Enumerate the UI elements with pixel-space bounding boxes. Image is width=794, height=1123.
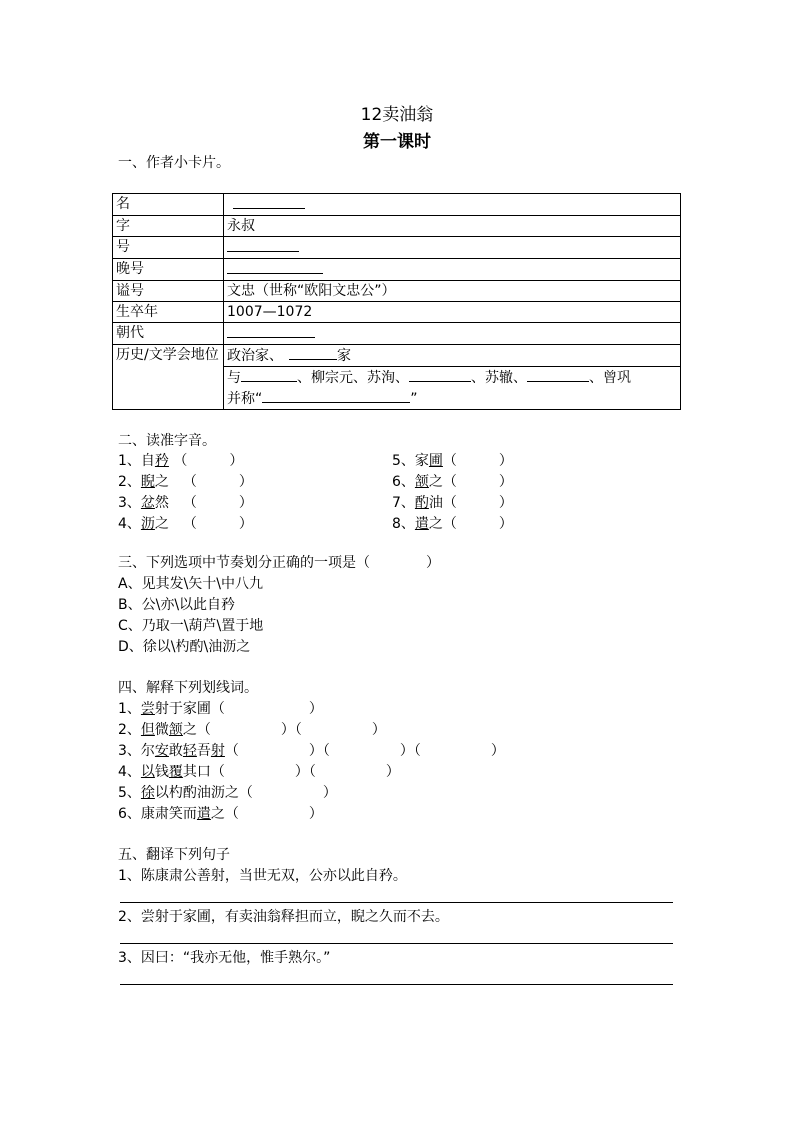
section2-heading: 二、读准字音。 <box>118 433 216 449</box>
fill-blank[interactable] <box>262 388 410 403</box>
explain-item: 6、康肃笑而遣之（ ） <box>118 806 323 822</box>
pronunciation-item: 1、自矜 （ ） <box>118 453 244 469</box>
answer-paren[interactable]: （ ） <box>442 516 513 532</box>
fill-blank[interactable] <box>227 237 299 252</box>
section1-heading: 一、作者小卡片。 <box>118 155 230 171</box>
card-value <box>224 367 681 410</box>
answer-paren[interactable]: （ ） <box>182 495 253 511</box>
explain-item: 2、但微颔之（ ）（ ） <box>118 722 386 738</box>
table-row <box>113 281 681 302</box>
card-value <box>224 259 681 281</box>
pronunciation-item: 7、酌油（ ） <box>392 495 513 511</box>
answer-paren[interactable]: （ ） <box>442 474 513 490</box>
pronunciation-item: 5、家圃（ ） <box>392 453 513 469</box>
answer-line[interactable] <box>120 902 673 903</box>
option-b[interactable]: B、公\亦\以此自矜 <box>118 597 236 613</box>
pronunciation-item: 3、忿然 （ ） <box>118 495 253 511</box>
card-value: 永叔 <box>224 216 681 237</box>
option-c[interactable]: C、乃取一\葫芦\置于地 <box>118 618 264 634</box>
page-title: 12卖油翁 <box>360 105 434 125</box>
answer-paren[interactable]: （ ） <box>182 516 253 532</box>
status-text: 政治家、 <box>227 348 283 364</box>
card-value <box>224 194 681 216</box>
fill-blank[interactable] <box>527 367 589 382</box>
section3-heading: 三、下列选项中节奏划分正确的一项是（ ） <box>118 555 440 571</box>
card-key: 号 <box>113 237 224 259</box>
table-row <box>113 216 681 237</box>
pronunciation-item: 6、颔之（ ） <box>392 474 513 490</box>
card-key: 名 <box>113 194 224 216</box>
explain-item: 4、以钱覆其口（ ）（ ） <box>118 764 400 780</box>
status-text: ” <box>410 391 418 407</box>
card-key: 谥号 <box>113 281 224 302</box>
answer-line[interactable] <box>120 984 673 985</box>
option-d[interactable]: D、徐以\杓酌\油沥之 <box>118 639 251 655</box>
status-text: 、曾巩 <box>589 370 631 386</box>
status-text: 家 <box>337 348 351 364</box>
table-row <box>113 194 681 216</box>
pronunciation-item: 2、睨之 （ ） <box>118 474 253 490</box>
section4-heading: 四、解释下列划线词。 <box>118 680 258 696</box>
section5-heading: 五、翻译下列句子 <box>118 847 230 863</box>
card-value <box>224 345 681 367</box>
fill-blank[interactable] <box>241 367 297 382</box>
explain-item: 5、徐以杓酌油沥之（ ） <box>118 785 337 801</box>
status-text: 与 <box>227 370 241 386</box>
answer-line[interactable] <box>120 943 673 944</box>
answer-paren[interactable]: （ ） <box>442 495 513 511</box>
status-text: 并称“ <box>227 391 263 407</box>
card-key: 生卒年 <box>113 302 224 323</box>
pronunciation-item: 4、沥之 （ ） <box>118 516 253 532</box>
card-key: 字 <box>113 216 224 237</box>
option-a[interactable]: A、见其发\矢十\中八九 <box>118 576 264 592</box>
explain-item: 1、尝射于家圃（ ） <box>118 701 323 717</box>
translate-sentence: 2、尝射于家圃，有卖油翁释担而立，睨之久而不去。 <box>118 909 449 925</box>
fill-blank[interactable] <box>227 259 323 274</box>
fill-blank[interactable] <box>289 345 337 360</box>
status-text: 、苏辙、 <box>471 370 527 386</box>
pronunciation-item: 8、遣之（ ） <box>392 516 513 532</box>
answer-paren[interactable]: （ ） <box>182 474 253 490</box>
table-row <box>113 323 681 345</box>
fill-blank[interactable] <box>409 367 471 382</box>
fill-blank[interactable] <box>227 323 315 338</box>
page-subtitle: 第一课时 <box>363 132 431 152</box>
author-card-table <box>112 193 681 410</box>
translate-sentence: 3、因曰：“我亦无他，惟手熟尔。” <box>118 950 331 966</box>
table-row <box>113 237 681 259</box>
answer-paren[interactable]: （ ） <box>173 453 244 469</box>
table-row <box>113 345 681 367</box>
table-row <box>113 259 681 281</box>
card-value <box>224 323 681 345</box>
card-key: 晚号 <box>113 259 224 281</box>
answer-paren[interactable]: （ ） <box>442 453 513 469</box>
card-key-status: 历史/文学会地位 <box>113 345 224 410</box>
status-text: 、柳宗元、苏洵、 <box>297 370 409 386</box>
card-key: 朝代 <box>113 323 224 345</box>
fill-blank[interactable] <box>233 194 305 209</box>
card-value: 文忠（世称“欧阳文忠公”） <box>224 281 681 302</box>
table-row <box>113 302 681 323</box>
card-value <box>224 237 681 259</box>
card-value: 1007—1072 <box>224 302 681 323</box>
translate-sentence: 1、陈康肃公善射，当世无双，公亦以此自矜。 <box>118 868 407 884</box>
explain-item: 3、尔安敢轻吾射（ ）（ ）（ ） <box>118 743 505 759</box>
